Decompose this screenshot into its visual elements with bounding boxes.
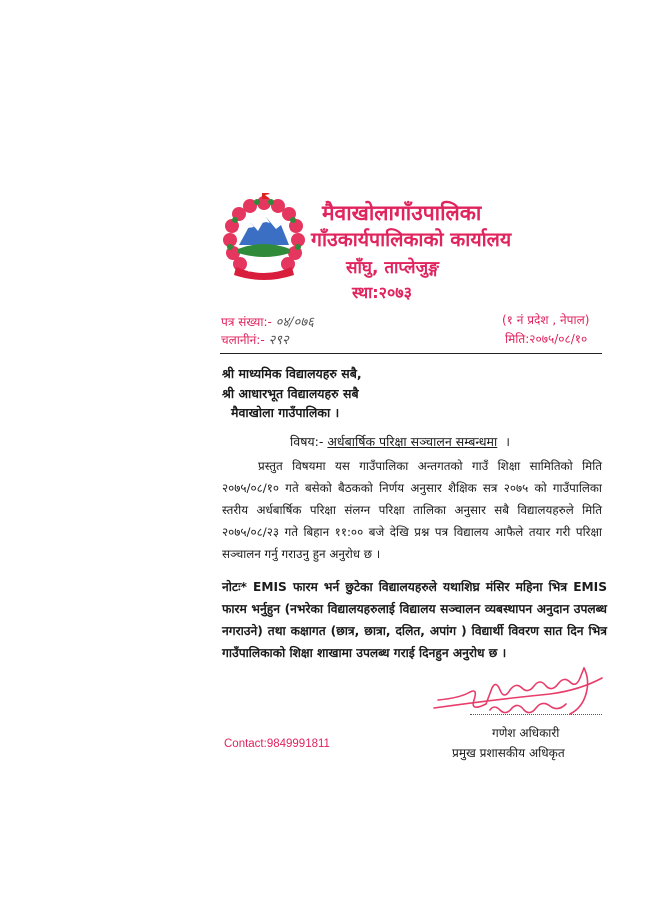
handwritten-signature (430, 660, 610, 722)
dispatch-number (221, 330, 289, 348)
province-label: (१ नं प्रदेश , नेपाल) (502, 313, 590, 327)
letter-date: मिति:२०७५/०८/१० (505, 332, 588, 346)
signature-dotted-line (470, 714, 602, 715)
contact-number: Contact:9849991811 (224, 738, 330, 750)
signatory-title: प्रमुख प्रशासकीय अधिकृत (452, 746, 565, 760)
municipality-emblem-logo (218, 193, 310, 283)
subject-end: । (505, 434, 510, 449)
letter-number-label: पत्र संख्या:- (221, 315, 272, 329)
established-year: स्था:२०७३ (352, 283, 412, 302)
addressee-line-3: मैवाखोला गाउँपालिका । (231, 405, 340, 420)
office-location: साँघु, ताप्लेजुङ्ग (346, 258, 439, 278)
subject-line (290, 433, 510, 450)
header-divider (220, 353, 602, 354)
dispatch-number-value: २९२ (268, 333, 289, 348)
letter-number-value: ०४/०७६ (275, 315, 314, 330)
addressee-line-1: श्री माध्यमिक विद्यालयहरु सबै, (222, 366, 362, 381)
note-paragraph: नोटः* EMIS फारम भर्न छुटेका विद्यालयहरुले यथाशिघ्र मंसिर महिना भित्र EMIS फारम भर्नुहुन (नभरेका विद्यालयहरुलाई विद्यालय सञ्चालन व्यबस्थापन अनुदान उपलब्ध नगराउने) तथा कक्षागत (छात्र, छात्रा, दलित, अपांग ) विद्यार्थी विवरण सात दिन भित्र गाउँपालिकाको शिक्षा शाखामा उपलब्ध गराई दिनहुन अनुरोध छ । (222, 580, 607, 660)
signatory-name: गणेश अधिकारी (492, 726, 560, 740)
letter-number (221, 312, 314, 330)
subject-label: विषय:- (290, 434, 324, 449)
addressee-line-2: श्री आधारभूत विद्यालयहरु सबै (222, 386, 359, 401)
body-paragraph: प्रस्तुत विषयमा यस गाउँपालिका अन्तगतको गाउँ शिक्षा सामितिको मिति २०७५/०८/१० गते बसेको बैठकको निर्णय अनुसार शैक्षिक सत्र २०७५ को गाउँपालिका स्तरीय अर्धबार्षिक परिक्षा संलग्न परिक्षा तालिका अनुसार सबै विद्यालयहरुले मिति २०७५/०८/२३ गते बिहान ११:०० बजे देखि प्रश्न पत्र विद्यालय आफैले तयार गरी परिक्षा सञ्चालन गर्नु गराउनु हुन अनुरोध छ । (222, 459, 602, 561)
municipality-name: मैवाखोलागाँउपालिका (322, 201, 482, 225)
subject-text: अर्धबार्षिक परिक्षा सञ्चालन सम्बन्धमा (327, 434, 498, 449)
office-name: गाँउकार्यपालिकाको कार्यालय (311, 228, 512, 251)
dispatch-number-label: चलानीनं:- (221, 333, 265, 347)
